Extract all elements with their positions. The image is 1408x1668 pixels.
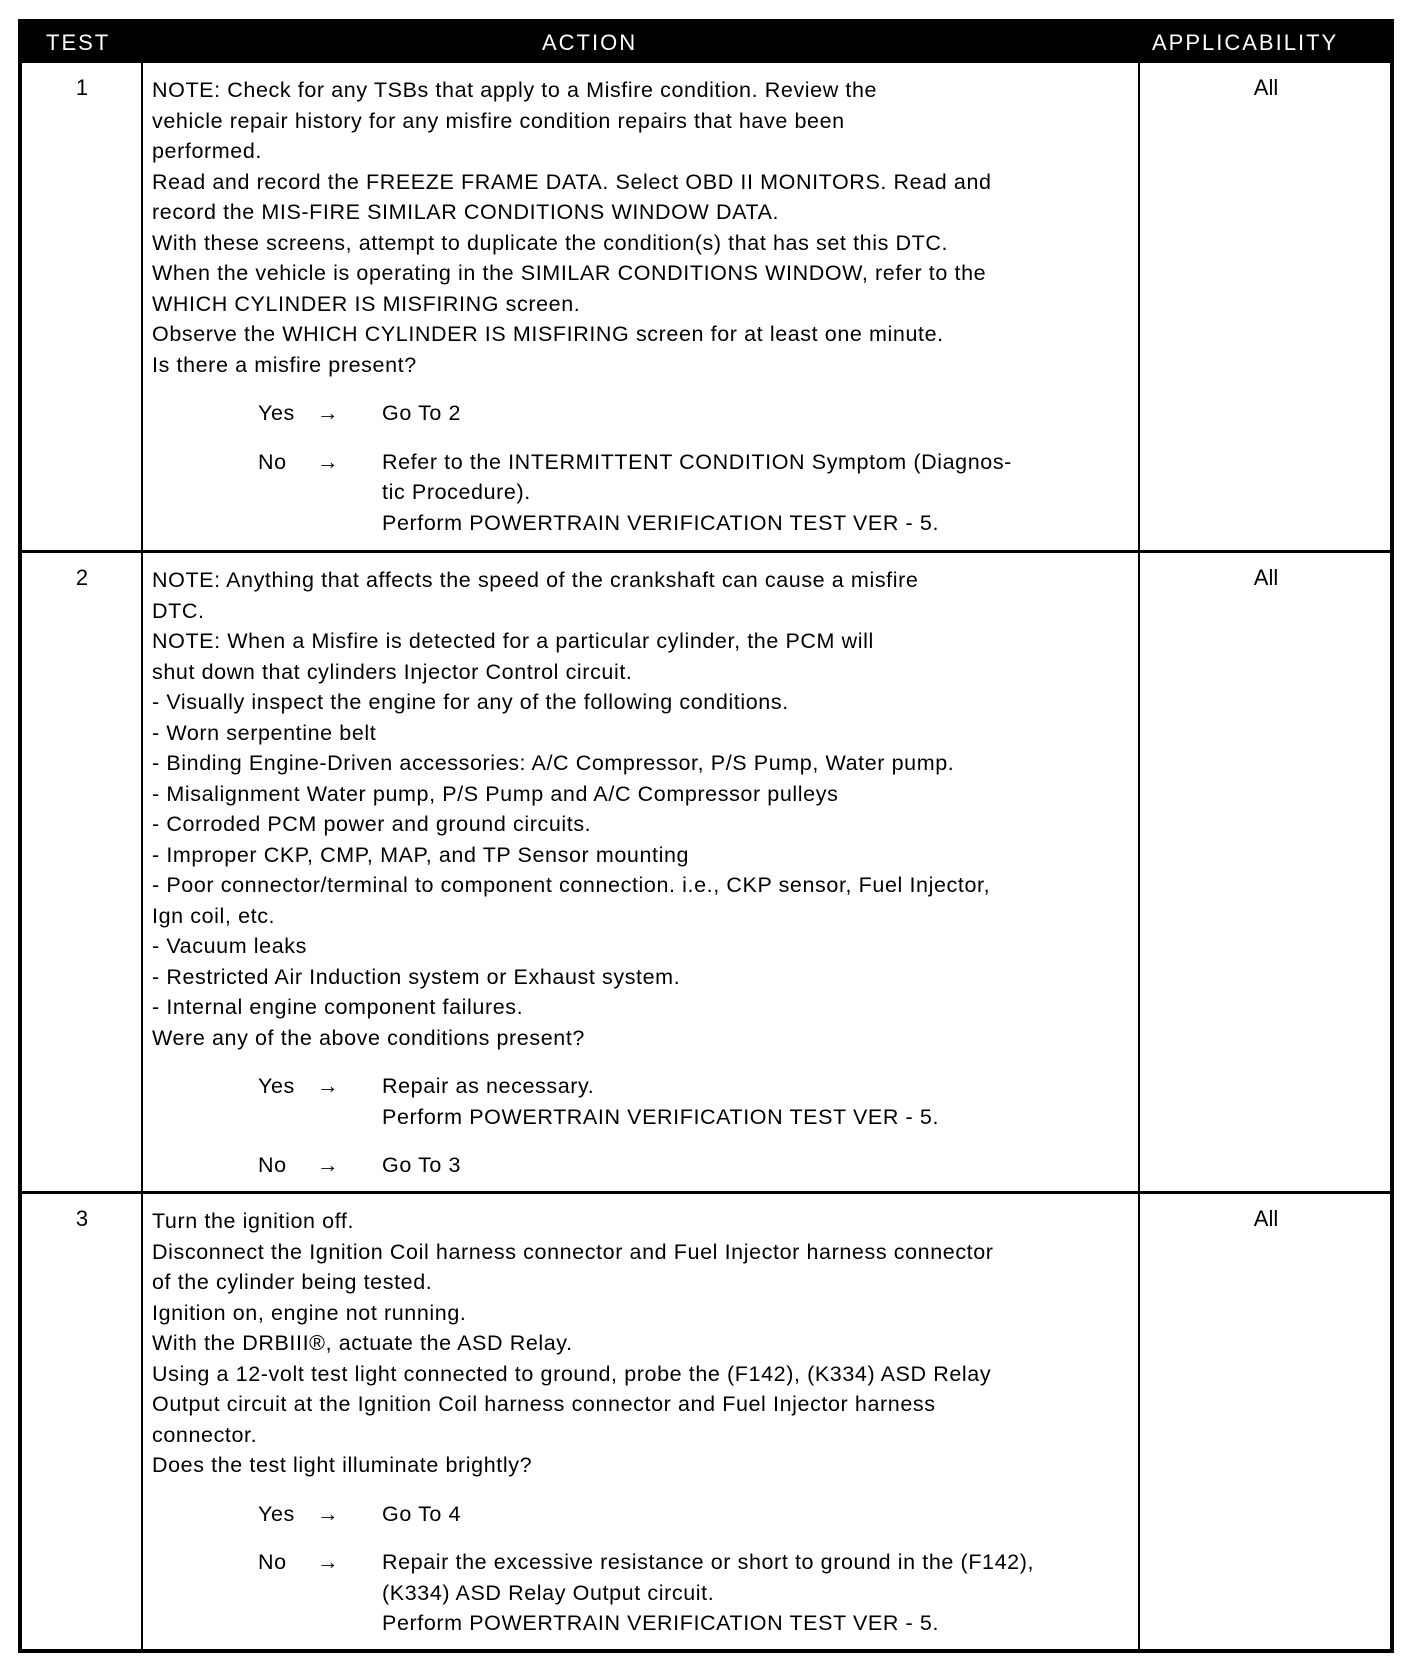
action-line: Read and record the FREEZE FRAME DATA. Select OBD II MONITORS. Read and	[152, 169, 992, 194]
arrow-icon: →	[317, 449, 340, 474]
test-number: 2	[75, 565, 89, 590]
action-line: - Worn serpentine belt	[152, 720, 377, 745]
action-line: Output circuit at the Ignition Coil harness connector and Fuel Injector harness	[152, 1392, 936, 1416]
table-row	[22, 550, 1390, 1194]
action-line: - Restricted Air Induction system or Exhaust system.	[152, 964, 681, 989]
action-line: DTC.	[152, 598, 205, 623]
action-line: Does the test light illuminate brightly?	[152, 1453, 533, 1477]
action-line: WHICH CYLINDER IS MISFIRING screen.	[152, 291, 581, 316]
header-applicability: APPLICABILITY	[1152, 30, 1339, 55]
action-line: Turn the ignition off.	[152, 1209, 355, 1233]
action-text	[152, 1206, 1147, 1639]
outcome-label: Yes	[258, 401, 295, 425]
action-line: NOTE: Check for any TSBs that apply to a Misfire condition. Review the	[152, 78, 878, 102]
action-line: - Corroded PCM power and ground circuits.	[152, 812, 592, 836]
outcome-line: Perform POWERTRAIN VERIFICATION TEST VER - 5.	[382, 1611, 940, 1635]
outcome-line: (K334) ASD Relay Output circuit.	[382, 1580, 715, 1605]
outcome-label: No	[258, 1153, 287, 1177]
arrow-icon: →	[317, 1153, 340, 1177]
action-line: - Binding Engine-Driven accessories: A/C Compressor, P/S Pump, Water pump.	[152, 751, 955, 775]
action-line: Disconnect the Ignition Coil harness connector and Fuel Injector harness connector	[152, 1239, 994, 1264]
action-line: Is there a misfire present?	[152, 352, 417, 377]
outcome-label: Yes	[258, 1501, 295, 1526]
action-line: connector.	[152, 1422, 258, 1447]
action-line: With the DRBIII®, actuate the ASD Relay.	[152, 1331, 573, 1355]
applicability: All	[1253, 75, 1279, 100]
arrow-icon: →	[317, 401, 340, 425]
action-line: Were any of the above conditions present?	[152, 1025, 585, 1050]
action-line: Ign coil, etc.	[152, 903, 276, 928]
action-line: NOTE: When a Misfire is detected for a particular cylinder, the PCM will	[152, 629, 874, 653]
action-text	[152, 565, 1147, 1181]
outcome-yes	[152, 1499, 1147, 1530]
outcome-line: Go To 2	[382, 401, 462, 425]
action-line: - Visually inspect the engine for any of the following conditions.	[152, 690, 789, 714]
outcome-yes	[152, 398, 1147, 429]
diagnostic-table	[18, 19, 1394, 1653]
outcome-line: Go To 3	[382, 1153, 462, 1177]
outcome-line: Perform POWERTRAIN VERIFICATION TEST VER - 5.	[382, 1104, 940, 1129]
header-action: ACTION	[542, 30, 638, 55]
action-line: vehicle repair history for any misfire condition repairs that have been	[152, 108, 845, 133]
applicability: All	[1253, 565, 1279, 590]
action-line: With these screens, attempt to duplicate the condition(s) that has set this DTC.	[152, 230, 949, 255]
action-line: of the cylinder being tested.	[152, 1270, 433, 1294]
outcome-line: Perform POWERTRAIN VERIFICATION TEST VER - 5.	[382, 510, 940, 535]
action-line: - Internal engine component failures.	[152, 995, 524, 1019]
action-line: Observe the WHICH CYLINDER IS MISFIRING screen for at least one minute.	[152, 322, 944, 346]
table-header	[22, 23, 1390, 63]
applicability: All	[1253, 1206, 1279, 1231]
action-line: NOTE: Anything that affects the speed of the crankshaft can cause a misfire	[152, 568, 919, 592]
outcome-line: Refer to the INTERMITTENT CONDITION Symptom (Diagnos-	[382, 449, 1012, 474]
action-line: - Vacuum leaks	[152, 934, 307, 958]
outcome-label: Yes	[258, 1074, 295, 1098]
action-line: - Poor connector/terminal to component connection. i.e., CKP sensor, Fuel Injector,	[152, 873, 991, 897]
arrow-icon: →	[317, 1074, 340, 1098]
table-row	[22, 1191, 1390, 1656]
action-line: Ignition on, engine not running.	[152, 1300, 467, 1325]
action-line: When the vehicle is operating in the SIMILAR CONDITIONS WINDOW, refer to the	[152, 261, 987, 285]
action-line: - Misalignment Water pump, P/S Pump and A/C Compressor pulleys	[152, 781, 839, 806]
outcome-line: Repair the excessive resistance or short to ground in the (F142),	[382, 1550, 1035, 1574]
outcome-no	[152, 1150, 1147, 1181]
test-number: 3	[75, 1206, 89, 1231]
outcome-yes	[152, 1071, 1147, 1132]
outcome-line: tic Procedure).	[382, 480, 531, 504]
action-text	[152, 75, 1147, 538]
outcome-line: Go To 4	[382, 1501, 462, 1526]
outcome-no	[152, 1547, 1147, 1639]
action-line: record the MIS-FIRE SIMILAR CONDITIONS WINDOW DATA.	[152, 200, 780, 224]
outcome-line: Repair as necessary.	[382, 1074, 595, 1098]
outcome-label: No	[258, 449, 287, 474]
table-row	[22, 63, 1390, 550]
action-line: performed.	[152, 139, 262, 163]
action-line: - Improper CKP, CMP, MAP, and TP Sensor mounting	[152, 842, 690, 867]
outcome-no	[152, 447, 1147, 539]
action-line: shut down that cylinders Injector Control circuit.	[152, 659, 633, 684]
header-test: TEST	[46, 30, 111, 55]
outcome-label: No	[258, 1550, 287, 1574]
arrow-icon: →	[317, 1550, 340, 1574]
arrow-icon: →	[317, 1501, 340, 1526]
test-number: 1	[75, 75, 89, 100]
action-line: Using a 12-volt test light connected to ground, probe the (F142), (K334) ASD Relay	[152, 1361, 992, 1386]
